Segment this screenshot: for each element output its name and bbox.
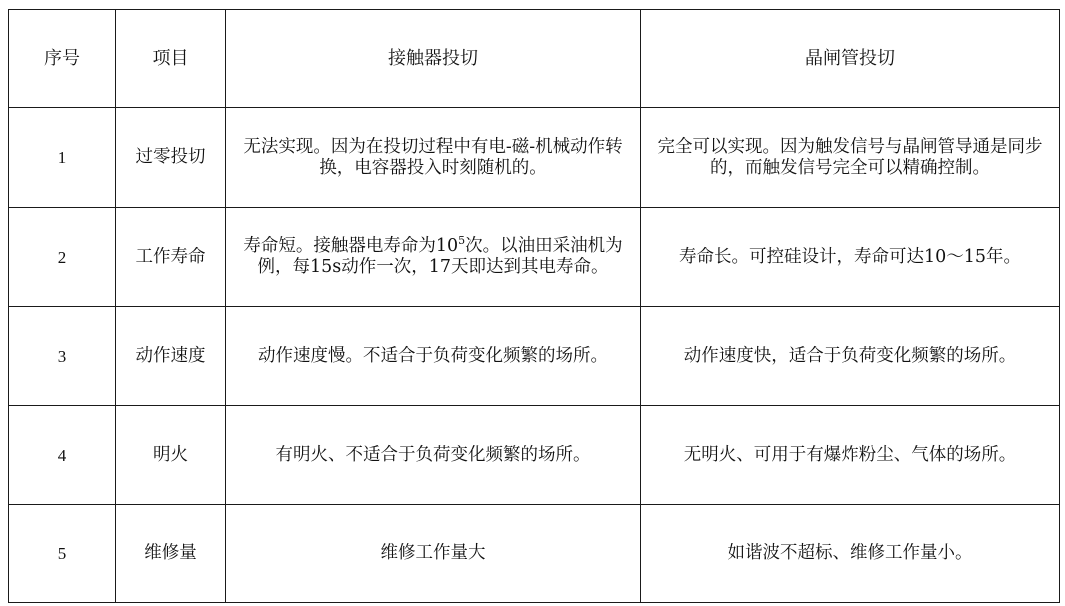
row-index: 1: [9, 108, 116, 208]
row-index: 3: [9, 307, 116, 406]
row-index: 4: [9, 406, 116, 505]
table-row: [9, 208, 1060, 307]
row-item: 动作速度: [116, 307, 226, 406]
row-item: 过零投切: [116, 108, 226, 208]
row-index: 5: [9, 505, 116, 603]
header-contactor: 接触器投切: [226, 10, 641, 108]
table-row: [9, 505, 1060, 603]
row-item: 明火: [116, 406, 226, 505]
header-item: 项目: [116, 10, 226, 108]
table-row: [9, 307, 1060, 406]
table-row: [9, 108, 1060, 208]
contactor-text-before-exponent: 寿命短。接触器电寿命为10: [243, 236, 459, 256]
row-contactor: 动作速度慢。不适合于负荷变化频繁的场所。: [226, 307, 641, 406]
row-contactor: 无法实现。因为在投切过程中有电-磁-机械动作转换，电容器投入时刻随机的。: [226, 108, 641, 208]
table-row: [9, 406, 1060, 505]
row-thyristor: 寿命长。可控硅设计，寿命可达10～15年。: [641, 208, 1060, 307]
comparison-table-container: [8, 9, 1059, 602]
contactor-text-after-exponent: 次。以油田采油机为例，每15s动作一次，17天即达到其电寿命。: [257, 236, 623, 277]
comparison-table: [8, 9, 1060, 603]
header-thyristor: 晶闸管投切: [641, 10, 1060, 108]
row-thyristor: 如谐波不超标、维修工作量小。: [641, 505, 1060, 603]
row-thyristor: 完全可以实现。因为触发信号与晶闸管导通是同步的，而触发信号完全可以精确控制。: [641, 108, 1060, 208]
row-contactor: 维修工作量大: [226, 505, 641, 603]
row-thyristor: 动作速度快，适合于负荷变化频繁的场所。: [641, 307, 1060, 406]
row-contactor: 有明火、不适合于负荷变化频繁的场所。: [226, 406, 641, 505]
row-thyristor: 无明火、可用于有爆炸粉尘、气体的场所。: [641, 406, 1060, 505]
row-item: 维修量: [116, 505, 226, 603]
row-item: 工作寿命: [116, 208, 226, 307]
exponent-superscript: 5: [458, 234, 466, 248]
header-index: 序号: [9, 10, 116, 108]
table-header-row: [9, 10, 1060, 108]
row-contactor: [226, 208, 641, 307]
row-index: 2: [9, 208, 116, 307]
